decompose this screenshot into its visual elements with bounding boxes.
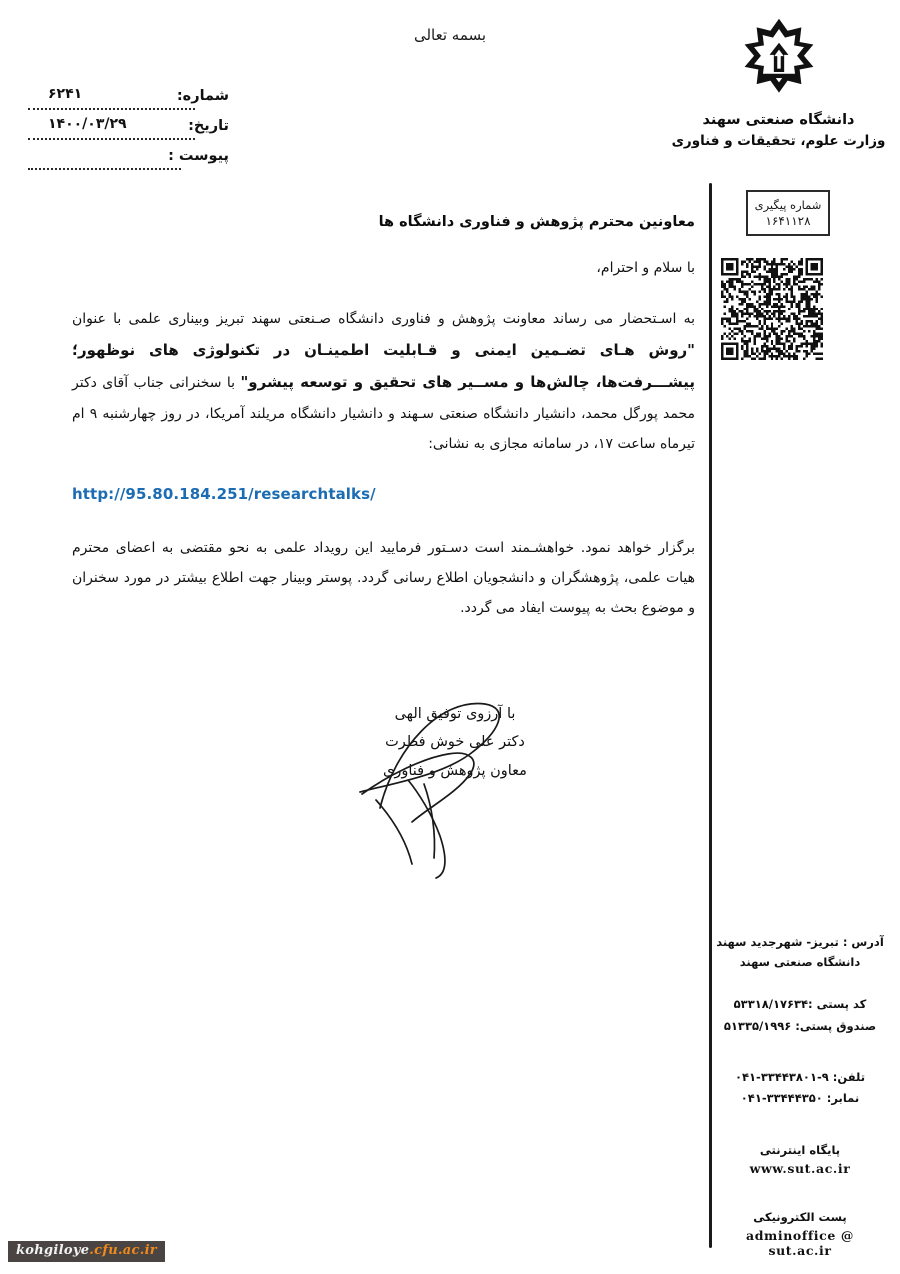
- watermark-name: kohgiloye: [16, 1242, 90, 1258]
- tracking-number-value: ۱۶۴۱۱۲۸: [765, 214, 811, 228]
- footer-address-line2: دانشگاه صنعتی سهند: [739, 955, 861, 970]
- ministry-name: وزارت علوم، تحقیقات و فناوری: [671, 133, 886, 149]
- footer-website-value: www.sut.ac.ir: [749, 1161, 851, 1177]
- footer-postal-code: کد پستی :۵۳۳۱۸/۱۷۶۳۴: [733, 997, 867, 1012]
- footer-po-box: صندوق پستی: ۵۱۳۳۵/۱۹۹۶: [723, 1018, 877, 1033]
- footer-email-value: adminoffice @ sut.ac.ir: [746, 1228, 854, 1259]
- source-watermark: [8, 1241, 165, 1262]
- tracking-number-box: [746, 190, 830, 236]
- field-row-date: [26, 118, 231, 148]
- webinar-url-link[interactable]: http://95.80.184.251/researchtalks/: [72, 484, 376, 503]
- field-row-attachment: [26, 148, 231, 178]
- footer-address-line1: آدرس : تبریز- شهرجدید سهند: [716, 935, 884, 949]
- letter-date-dots: [28, 138, 195, 140]
- letterhead: [671, 14, 886, 149]
- letter-number-value: ۶۲۴۱: [44, 86, 86, 102]
- tracking-number-label: شماره پیگیری: [754, 198, 822, 212]
- paragraph-intro-after: با سخنرانی جناب آقای دکتر محمد پورگل محمد، دانشیار دانشگاه صنعتی سـهند و دانشیار دانشگاه مریلند آمریکا، در روز چهارشنبه ۹ ام تیرماه ساعت ۱۷، در سامانه مجازی به نشانی:: [72, 375, 695, 452]
- footer-website-group: [714, 1143, 886, 1176]
- footer-phone-group: [714, 1067, 886, 1110]
- bismillah-heading: بسمه تعالی: [413, 26, 487, 44]
- footer-email-group: [714, 1210, 886, 1258]
- paragraph-intro-before: به اسـتحضار می رساند معاونت پژوهش و فناوری دانشگاه صـنعتی سهند تبریز وبیناری علمی با عنوان: [72, 311, 695, 327]
- sahand-university-star-logo-icon: [671, 14, 886, 106]
- footer-contact: [714, 932, 886, 1258]
- header-fields: [26, 88, 231, 178]
- webinar-title: "روش هـای تضـمین ایمنی و قـابلیت اطمینـان در تکنولوژی های نوظهور؛ پیشـــرفت‌ها، چالش‌ها و مســیر های تحقیق و توسعه پیشرو": [72, 341, 695, 392]
- signature-closing: با آرزوی توفیق الهی: [394, 706, 516, 722]
- letter-attachment-dots: [28, 168, 181, 170]
- salutation-line: با سلام و احترام،: [596, 260, 695, 276]
- paragraph-closing: برگزار خواهد نمود. خواهشـمند است دسـتور فرمایید این رویداد علمی به نحو مقتضی به اعضای محترم هیات علمی، پژوهشگران و دانشجویان اطلاع رسانی گردد. پوستر وبینار جهت اطلاع بیشتر در مورد سخنران و موضوع بحث به پیوست ایفاد می گردد.: [72, 539, 695, 616]
- footer-website-label: پایگاه اینترنتی: [759, 1143, 841, 1158]
- addressee-line: معاونین محترم پژوهش و فناوری دانشگاه ها: [378, 214, 695, 230]
- qr-code-icon: [721, 258, 823, 360]
- signature-block: [310, 700, 600, 785]
- paragraph-intro: [72, 304, 695, 459]
- letter-body: [72, 214, 695, 623]
- letter-number-dots: [28, 108, 195, 110]
- watermark-domain: .cfu.ac.ir: [89, 1242, 157, 1258]
- letter-number-label: شماره:: [176, 88, 229, 104]
- footer-phone: تلفن: ۹-۳۳۴۴۳۸۰۱-۰۴۱: [734, 1069, 866, 1084]
- field-row-number: [26, 88, 231, 118]
- footer-fax: نمابر: ۳۳۴۴۴۳۵۰-۰۴۱: [740, 1091, 860, 1106]
- signature-title: معاون پژوهش و فناوری: [383, 762, 527, 779]
- vertical-divider: [709, 183, 712, 1248]
- letter-date-value: ۱۴۰۰/۰۳/۲۹: [44, 116, 131, 132]
- letter-attachment-label: پیوست :: [168, 148, 229, 164]
- footer-postal-group: [714, 994, 886, 1037]
- university-name: دانشگاه صنعتی سهند: [702, 112, 855, 128]
- letter-date-label: تاریخ:: [188, 118, 229, 134]
- footer-email-label: پست الکترونیکی: [753, 1210, 847, 1225]
- signature-name: دکتر علی خوش فطرت: [385, 734, 525, 751]
